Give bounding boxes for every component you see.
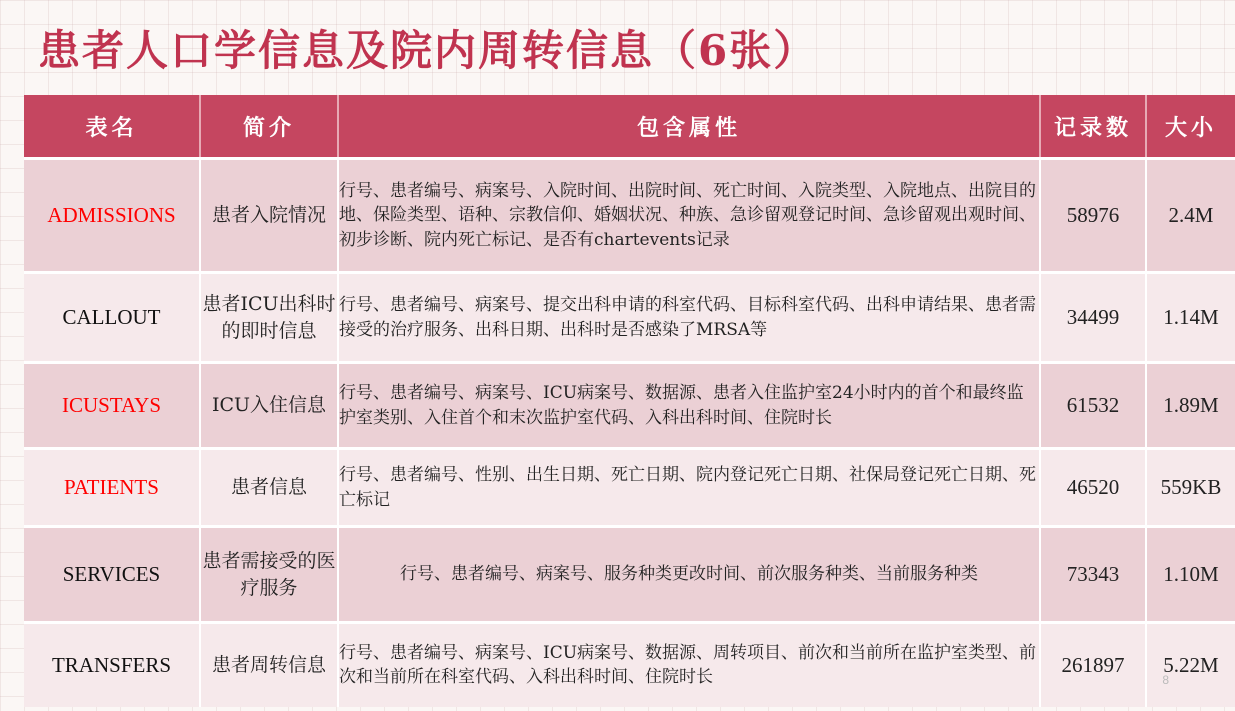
table-name-cell: ICUSTAYS (24, 363, 200, 449)
table-row (24, 527, 1235, 623)
size-cell: 559KB (1146, 449, 1235, 527)
record-count-cell: 58976 (1040, 159, 1146, 273)
attributes-cell: 行号、患者编号、病案号、ICU病案号、数据源、周转项目、前次和当前所在监护室类型、前次和当前所在科室代码、入科出科时间、住院时长 (338, 623, 1040, 707)
record-count-cell: 46520 (1040, 449, 1146, 527)
description-cell: 患者需接受的医疗服务 (200, 527, 338, 623)
header-attributes: 包含属性 (338, 95, 1040, 159)
table-name-cell: TRANSFERS (24, 623, 200, 707)
record-count-cell: 61532 (1040, 363, 1146, 449)
description-cell: ICU入住信息 (200, 363, 338, 449)
description-cell: 患者入院情况 (200, 159, 338, 273)
table-row (24, 159, 1235, 273)
table-header-row (24, 95, 1235, 159)
header-table-name: 表名 (24, 95, 200, 159)
record-count-cell: 261897 (1040, 623, 1146, 707)
size-cell: 1.89M (1146, 363, 1235, 449)
page-title: 患者人口学信息及院内周转信息（6张） (38, 26, 818, 75)
attributes-cell: 行号、患者编号、病案号、提交出科申请的科室代码、目标科室代码、出科申请结果、患者需接受的治疗服务、出科日期、出科时是否感染了MRSA等 (338, 273, 1040, 363)
table-row (24, 449, 1235, 527)
attributes-cell: 行号、患者编号、病案号、ICU病案号、数据源、患者入住监护室24小时内的首个和最终监护室类别、入住首个和末次监护室代码、入科出科时间、住院时长 (338, 363, 1040, 449)
table-row (24, 623, 1235, 707)
size-cell: 1.14M (1146, 273, 1235, 363)
size-cell: 1.10M (1146, 527, 1235, 623)
attributes-cell: 行号、患者编号、病案号、入院时间、出院时间、死亡时间、入院类型、入院地点、出院目的地、保险类型、语种、宗教信仰、婚姻状况、种族、急诊留观登记时间、急诊留观出观时间、初步诊断、院内死亡标记、是否有chartevents记录 (338, 159, 1040, 273)
description-cell: 患者周转信息 (200, 623, 338, 707)
size-cell: 2.4M (1146, 159, 1235, 273)
table-name-cell: ADMISSIONS (24, 159, 200, 273)
table-name-cell: SERVICES (24, 527, 200, 623)
record-count-cell: 73343 (1040, 527, 1146, 623)
tables-overview-table (24, 95, 1235, 707)
description-cell: 患者信息 (200, 449, 338, 527)
table-name-cell: PATIENTS (24, 449, 200, 527)
attributes-cell: 行号、患者编号、病案号、服务种类更改时间、前次服务种类、当前服务种类 (338, 527, 1040, 623)
record-count-cell: 34499 (1040, 273, 1146, 363)
table-row (24, 363, 1235, 449)
table-name-cell: CALLOUT (24, 273, 200, 363)
header-description: 简介 (200, 95, 338, 159)
header-record-count: 记录数 (1040, 95, 1146, 159)
table-row (24, 273, 1235, 363)
size-cell: 5.22M (1146, 623, 1235, 707)
attributes-cell: 行号、患者编号、性别、出生日期、死亡日期、院内登记死亡日期、社保局登记死亡日期、死亡标记 (338, 449, 1040, 527)
header-size: 大小 (1146, 95, 1235, 159)
description-cell: 患者ICU出科时的即时信息 (200, 273, 338, 363)
page-number: 8 (1162, 673, 1169, 687)
